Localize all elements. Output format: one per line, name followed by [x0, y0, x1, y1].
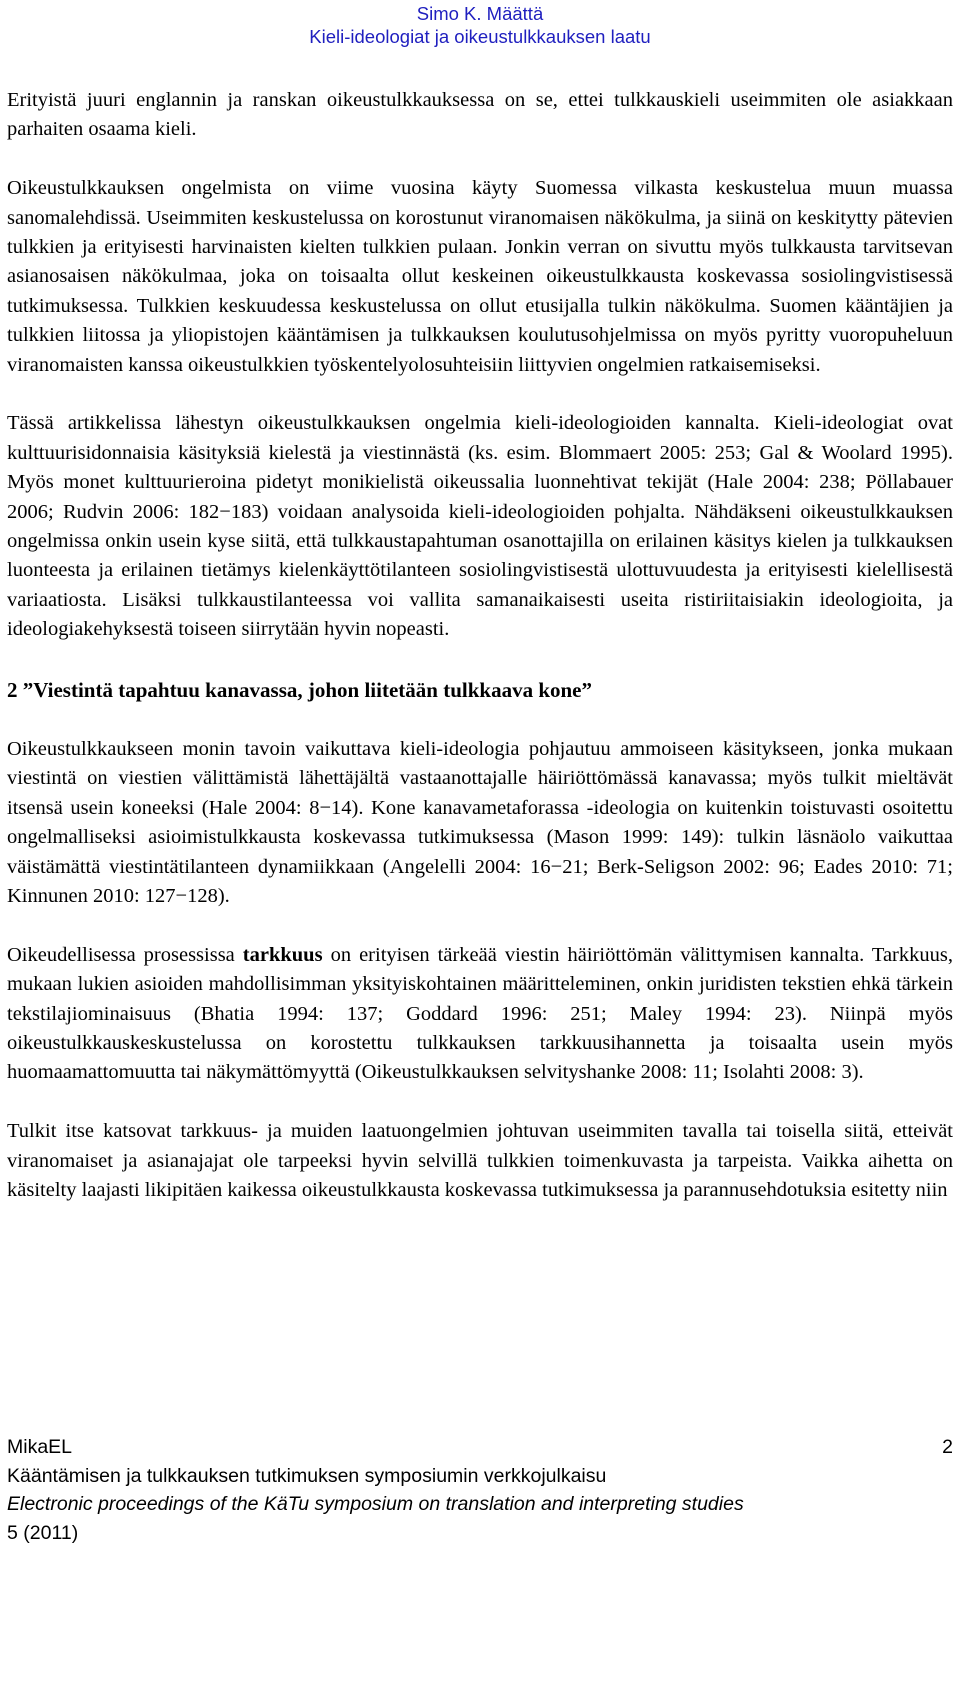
paragraph-5-rest: on erityisen tärkeää viestin häiriöttömän välittymisen kannalta. Tarkkuus, mukaan lukien asioiden mahdollisimman yksityiskohtainen määritteleminen, onkin juridisten tekstien ehkä tärkein tekstilajiominaisuus (Bhatia 1994: 137; Goddard 1996: 251; Maley 1994: 23). Niinpä myös oikeustulkkauskeskustelussa on korostettu tulkkauksen tarkkuusihannetta ja toisaalta usein myös huomaamattomuutta tai näkymättömyyttä (Oikeustulkkauksen selvityshanke 2008: 11; Isolahti 2008: 3).: [7, 943, 953, 1084]
term-tarkkuus: tarkkuus: [242, 943, 323, 966]
paragraph-5: [7, 941, 953, 1088]
article-body: [7, 86, 953, 1235]
paragraph-4: Oikeustulkkaukseen monin tavoin vaikuttava kieli-ideologia pohjautuu ammoiseen käsitykseen, jonka mukaan viestintä on viestien välittämistä lähettäjältä vastaanottajalle häiriöttömässä kanavassa; myös tulkit mieltävät itsensä usein koneeksi (Hale 2004: 8−14). Kone kanavametaforassa -ideologia on kuitenkin toistuvasti osoitettu ongelmalliseksi asioimistulkkausta koskevassa tutkimuksessa (Mason 1999: 149): tulkin läsnäolo vaikuttaa väistämättä viestintätilanteen dynamiikkaan (Angelelli 2004: 16−21; Berk-Seligson 2002: 96; Eades 2010: 71; Kinnunen 2010: 127−128).: [7, 737, 953, 907]
footer-journal: MikaEL: [7, 1436, 73, 1458]
page-number: 2: [942, 1436, 953, 1458]
paragraph-6: Tulkit itse katsovat tarkkuus- ja muiden laatuongelmien johtuvan useimmiten tavalla tai toisella siitä, etteivät viranomaiset ja asianajajat ole tarpeeksi hyvin selvillä tulkkien toimenkuvasta ja tarpeista. Vaikka aihetta on käsitelty laajasti likipitäen kaikessa oikeustulkkausta koskevassa tutkimuksessa ja parannusehdotuksia esitetty niin: [7, 1120, 953, 1201]
paragraph-2: Oikeustulkkauksen ongelmista on viime vuosina käyty Suomessa vilkasta keskustelua muun muassa sanomalehdissä. Useimmiten keskustelussa on korostunut viranomaisen näkökulma, ja siinä on keskitytty pätevien tulkkien ja erityisesti harvinaisten kielten tulkkien pulaan. Jonkin verran on sivuttu myös tulkkausta tarvitsevan asianosaisen näkökulmaa, joka on toisaalta ollut keskeinen oikeustulkkausta koskevassa sosiolingvistisessä tutkimuksessa. Tulkkien keskuudessa keskustelussa on ollut etusijalla tulkin näkökulma. Suomen kääntäjien ja tulkkien liitossa ja yliopistojen kääntämisen ja tulkkauksen koulutusohjelmissa on myös pyritty vuoropuheluun viranomaisten kanssa oikeustulkkien työskentelyolosuhteisiin liittyvien ongelmien ratkaisemiseksi.: [7, 177, 953, 376]
paragraph-5-start: Oikeudellisessa prosessissa: [7, 943, 243, 966]
running-header: [0, 0, 960, 48]
paragraph-1: Erityistä juuri englannin ja ranskan oikeustulkkauksessa on se, ettei tulkkauskieli useimmiten ole asiakkaan parhaiten osaama kieli.: [7, 89, 953, 141]
paragraph-3: Tässä artikkelissa lähestyn oikeustulkkauksen ongelmia kieli-ideologioiden kannalta. Kieli-ideologiat ovat kulttuurisidonnaisia käsityksiä kielestä ja viestinnästä (ks. esim. Blommaert 2005: 253; Gal & Woolard 1995). Myös monet kulttuurieroina pidetyt monikielistä oikeussalia luonnehtivat tekijät (Hale 2004: 238; Pöllabauer 2006; Rudvin 2006: 182−183) voidaan analysoida kieli-ideologioiden pohjalta. Nähdäkseni oikeustulkkauksen ongelmissa onkin usein kyse siitä, että tulkkaustapahtuman osanottajilla on erilainen käsitys kielen ja tulkkauksen luonteesta ja erilainen tietämys kielenkäyttötilanteen sosiolingvistisestä ulottuvuudesta ja erityisesti kielellisestä variaatiosta. Lisäksi tulkkaustilanteessa voi vallita samanaikaisesti useita ristiriitaisiakin ideologioita, ja ideologiakehyksestä toiseen siirrytään hyvin nopeasti.: [7, 412, 953, 641]
footer-subtitle-fi: Kääntämisen ja tulkkauksen tutkimuksen symposiumin verkkojulkaisu: [7, 1464, 607, 1487]
footer-subtitle-en: Electronic proceedings of the KäTu symposium on translation and interpreting studies: [7, 1493, 744, 1515]
header-author: Simo K. Määttä: [416, 3, 544, 24]
footer-volume: 5 (2011): [7, 1521, 79, 1544]
section-heading: 2 ”Viestintä tapahtuu kanavassa, johon liitetään tulkkaava kone”: [7, 678, 593, 703]
page-footer: [7, 1433, 953, 1547]
header-title: Kieli-ideologiat ja oikeustulkkauksen laatu: [309, 26, 651, 47]
